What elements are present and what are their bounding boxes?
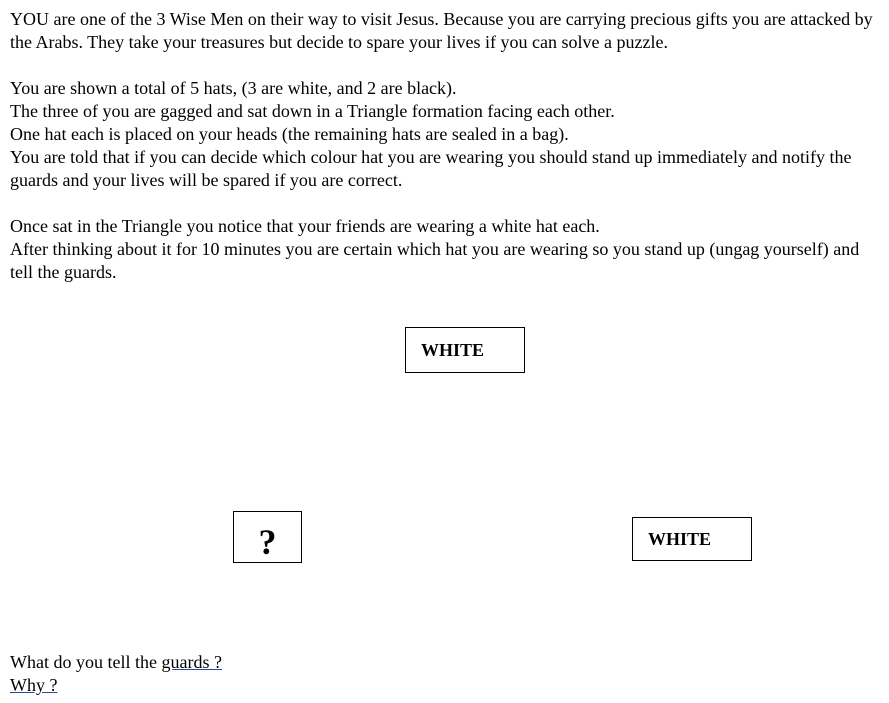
rules-line: You are told that if you can decide which colour hat you are wearing you should stand up immediately and notify the guards and your lives will be spared if you are correct. (10, 147, 852, 190)
hat-box-you: ? (233, 511, 302, 563)
question-why (10, 674, 222, 697)
paragraph-gap (10, 192, 882, 215)
question-what-text: What do you tell the (10, 652, 162, 672)
hat-placement-line: One hat each is placed on your heads (the remaining hats are sealed in a bag). (10, 124, 569, 144)
observation-line: Once sat in the Triangle you notice that your friends are wearing a white hat each. (10, 216, 600, 236)
hat-box-right: WHITE (632, 517, 752, 561)
questions (10, 651, 222, 697)
hats-total-line: You are shown a total of 5 hats, (3 are white, and 2 are black). (10, 78, 457, 98)
triangle-formation-line: The three of you are gagged and sat down in a Triangle formation facing each other. (10, 101, 615, 121)
guards-link[interactable]: guards ? (161, 652, 222, 672)
hat-box-top: WHITE (405, 327, 525, 373)
conclusion-line: After thinking about it for 10 minutes you are certain which hat you are wearing so you stand up (ungag yourself) and tell the guards. (10, 239, 860, 282)
why-link[interactable]: Why ? (10, 675, 58, 695)
paragraph-gap (10, 54, 882, 77)
document-body (10, 8, 882, 284)
question-what (10, 651, 222, 674)
intro-paragraph: YOU are one of the 3 Wise Men on their way to visit Jesus. Because you are carrying precious gifts you are attacked by the Arabs. They take your treasures but decide to spare your lives if you can solve a puzzle. (10, 9, 873, 52)
